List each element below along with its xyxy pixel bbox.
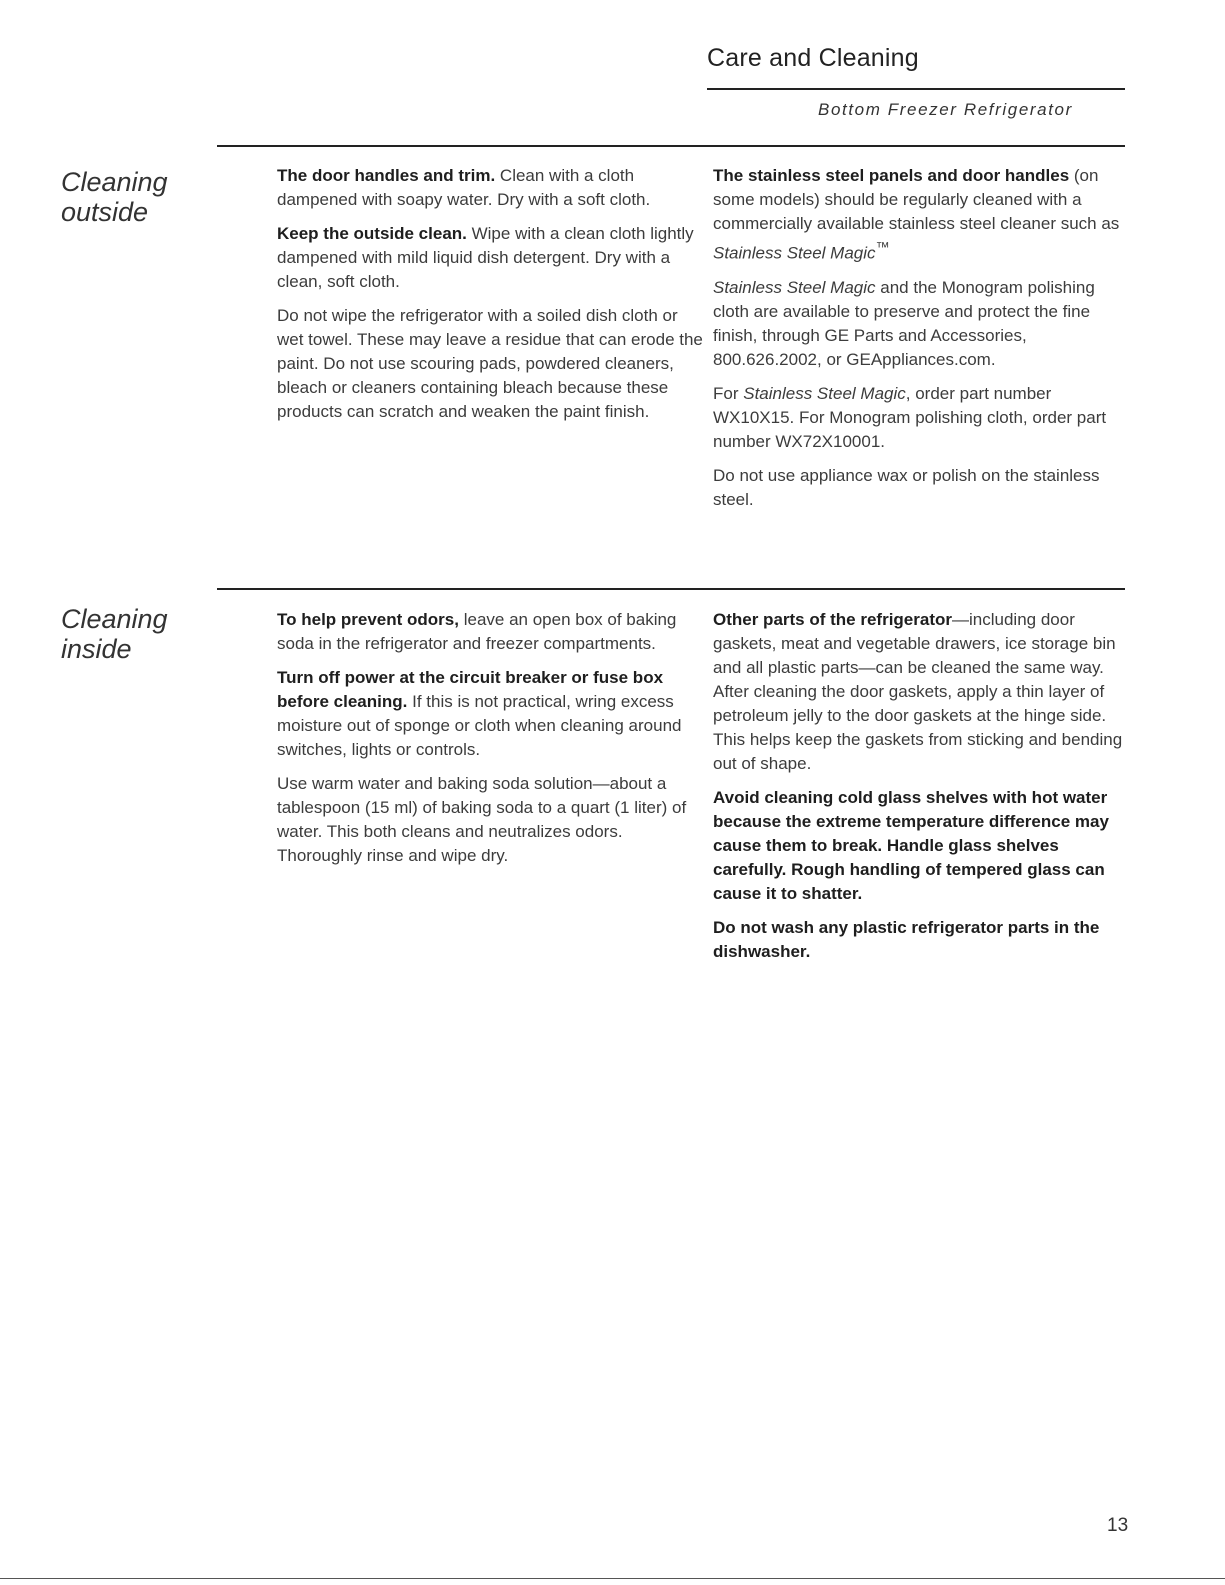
paragraph-no-wax: Do not use appliance wax or polish on the stainless steel. xyxy=(713,465,1100,509)
paragraph-text: Wipe with a clean cloth lightly dampened with mild liquid dish detergent. Dry with a clean, soft cloth. xyxy=(277,224,694,291)
section-heading-cleaning-outside xyxy=(61,167,168,227)
section-heading-line2: outside xyxy=(61,197,149,227)
paragraph-stainless-panels xyxy=(713,164,1125,266)
paragraph-turn-off-power xyxy=(277,666,707,762)
paragraph-lead: Turn off power at the circuit breaker or fuse box before cleaning. xyxy=(277,668,664,711)
paragraph-other-parts xyxy=(713,608,1125,776)
product-name: Stainless Steel Magic xyxy=(713,243,876,263)
outside-column-left xyxy=(277,164,707,434)
section-heading-cleaning-inside xyxy=(61,604,168,664)
paragraph-lead: To help prevent odors, xyxy=(277,610,459,629)
paragraph-text: , order part number WX10X15. For Monogram polishing cloth, order part number WX72X10001. xyxy=(713,383,1107,451)
section-heading-line2: inside xyxy=(61,634,132,664)
section-heading-line1: Cleaning xyxy=(61,604,168,634)
header-divider xyxy=(707,88,1125,90)
paragraph-prefix: For xyxy=(713,383,744,403)
paragraph-lead: Other parts of the refrigerator xyxy=(713,610,952,629)
paragraph-text: —including door gaskets, meat and vegetable drawers, ice storage bin and all plastic parts—can be cleaned the same way. After cleaning the door gaskets, apply a thin layer of petroleum jelly to the door gaskets at the hinge side. This helps keep the gaskets from sticking and bending out of shape. xyxy=(713,610,1123,773)
product-name: Stainless Steel Magic xyxy=(713,277,876,297)
section-divider-outside xyxy=(217,145,1125,147)
paragraph-baking-soda-solution: Use warm water and baking soda solution—about a tablespoon (15 ml) of baking soda to a quart (1 liter) of water. This both cleans and neutralizes odors. Thoroughly rinse and wipe dry. xyxy=(277,774,687,865)
paragraph-door-handles xyxy=(277,164,707,212)
paragraph-part-numbers xyxy=(713,382,1125,454)
paragraph-lead: The stainless steel panels and door handles xyxy=(713,166,1070,185)
paragraph-text: If this is not practical, wring excess moisture out of sponge or cloth when cleaning around switches, lights or controls. xyxy=(277,692,682,759)
page-number: 13 xyxy=(1107,1515,1129,1536)
paragraph-text: (on some models) should be regularly cleaned with a commercially available stainless steel cleaner such as xyxy=(713,166,1120,233)
page-bottom-edge xyxy=(0,1578,1225,1579)
page-title: Care and Cleaning xyxy=(707,44,919,72)
paragraph-text: and the Monogram polishing cloth are available to preserve and protect the fine finish, through GE Parts and Accessories, 800.626.2002, or GEAppliances.com. xyxy=(713,277,1095,369)
paragraph-do-not-wipe: Do not wipe the refrigerator with a soiled dish cloth or wet towel. These may leave a residue that can erode the paint. Do not use scouring pads, powdered cleaners, bleach or cleaners containing bleach because these products can scratch and weaken the paint finish. xyxy=(277,306,703,421)
paragraph-lead: The door handles and trim. xyxy=(277,166,496,185)
warning-glass-shelves: Avoid cleaning cold glass shelves with hot water because the extreme temperature difference may cause them to break. Handle glass shelves carefully. Rough handling of tempered glass can cause it to shatter. xyxy=(713,788,1109,903)
page-subtitle: Bottom Freezer Refrigerator xyxy=(818,100,1073,119)
paragraph-polishing-cloth xyxy=(713,276,1125,372)
section-divider-inside xyxy=(217,588,1125,590)
trademark-symbol: ™ xyxy=(875,240,890,256)
inside-column-left xyxy=(277,608,707,878)
paragraph-text: leave an open box of baking soda in the refrigerator and freezer compartments. xyxy=(277,610,677,653)
paragraph-lead: Keep the outside clean. xyxy=(277,224,467,243)
product-name: Stainless Steel Magic xyxy=(743,383,906,403)
warning-dishwasher: Do not wash any plastic refrigerator parts in the dishwasher. xyxy=(713,918,1100,961)
outside-column-right xyxy=(713,164,1125,522)
paragraph-prevent-odors xyxy=(277,608,707,656)
inside-column-right xyxy=(713,608,1125,974)
paragraph-text: Clean with a cloth dampened with soapy water. Dry with a soft cloth. xyxy=(277,166,651,209)
section-heading-line1: Cleaning xyxy=(61,167,168,197)
paragraph-keep-outside-clean xyxy=(277,222,707,294)
